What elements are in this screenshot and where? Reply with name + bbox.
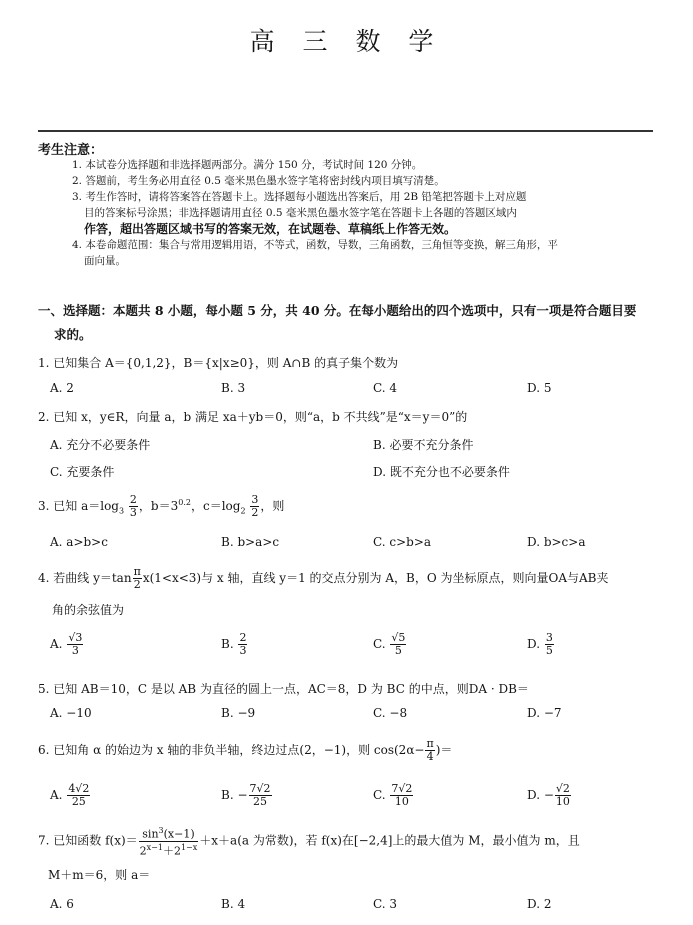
option-b: B. − $\frac{7√2}{25}$ <box>221 782 271 808</box>
notice-block <box>72 157 657 269</box>
option-c: C. −8 <box>373 706 408 720</box>
option-a: A. 充分不必要条件 <box>50 438 151 452</box>
option-b: B. −9 <box>221 706 256 720</box>
option-d: D. 既不充分也不必要条件 <box>373 465 510 479</box>
option-d: D. 5 <box>527 381 552 395</box>
option-d: D. − $\frac{√2}{10}$ <box>527 782 570 808</box>
page-title: 高 三 数 学 <box>249 27 444 56</box>
notice-item: 1. 本试卷分选择题和非选择题两部分。满分 150 分，考试时间 120 分钟。 <box>72 159 423 171</box>
question-5-stem: 5. 已知 AB＝10，C 是以 AB 为直径的圆上一点，AC＝8，D 为 BC 的中点，则DA · DB＝ <box>38 682 529 696</box>
option-a: A. −10 <box>50 706 92 720</box>
option-c: C. $\frac{√5}{5}$ <box>373 631 406 657</box>
option-c: C. 充要条件 <box>50 465 115 479</box>
notice-heading: 考生注意： <box>38 143 104 158</box>
option-b: B. 必要不充分条件 <box>373 438 474 452</box>
option-a: A. $\frac{√3}{3}$ <box>50 631 83 657</box>
fraction: $\frac{3}{2}$ <box>251 493 259 519</box>
option-a: A. 2 <box>50 381 74 395</box>
question-4-stem-line2: 角的余弦值为 <box>52 603 125 617</box>
notice-item: 作答，超出答题区域书写的答案无效，在试题卷、草稿纸上作答无效。 <box>84 222 457 236</box>
option-d: D. $\frac{3}{5}$ <box>527 631 553 657</box>
option-b: B. b>a>c <box>221 535 280 549</box>
option-b: B. 3 <box>221 381 246 395</box>
notice-item: 3. 考生作答时，请将答案答在答题卡上。选择题每小题选出答案后，用 2B 铅笔把答题卡上对应题 <box>72 191 527 203</box>
fraction: $\frac{2}{3}$ <box>129 493 137 519</box>
option-a: A. 6 <box>50 897 74 911</box>
question-4-stem: 4. 若曲线 y＝tan $\frac{\pi}{2}$ x(1<x<3)与 x 轴，直线 y＝1 的交点分别为 A，B，O 为坐标原点，则向量OA与AB夹 <box>38 565 609 591</box>
option-b: B. $\frac{2}{3}$ <box>221 631 247 657</box>
notice-item: 4. 本卷命题范围：集合与常用逻辑用语，不等式，函数，导数，三角函数，三角恒等变换，解三角形，平 <box>72 239 558 251</box>
option-c: C. 4 <box>373 381 398 395</box>
option-c: C. $\frac{7√2}{10}$ <box>373 782 413 808</box>
question-1-stem: 1. 已知集合 A＝{0,1,2}，B＝{x|x≥0}，则 A∩B 的真子集个数为 <box>38 356 399 370</box>
notice-item: 2. 答题前，考生务必用直径 0.5 毫米黑色墨水签字笔将密封线内项目填写清楚。 <box>72 175 445 187</box>
option-a: A. $\frac{4√2}{25}$ <box>50 782 90 808</box>
question-6-stem: 6. 已知角 α 的始边为 x 轴的非负半轴，终边过点(2，−1)，则 cos(2α− $\frac{\pi}{4}$ )＝ <box>38 737 453 763</box>
option-d: D. 2 <box>527 897 552 911</box>
question-3-stem: 3. 已知 $a=\log_3$ $\frac{2}{3}$ ，$b=3^{0.2}$，$c=\log_2$ $\frac{3}{2}$ ，则 <box>38 493 285 519</box>
notice-item: 面向量。 <box>84 255 126 267</box>
question-7-stem-line2: M＋m＝6，则 a＝ <box>48 868 151 882</box>
question-2-stem: 2. 已知 x，y∈R，向量 a，b 满足 xa＋yb＝0，则“a，b 不共线”是“x＝y＝0”的 <box>38 410 468 424</box>
section-line: 一、选择题：本题共 8 小题，每小题 5 分，共 40 分。在每小题给出的四个选项中，只有一项是符合题目要 <box>38 303 637 318</box>
option-a: A. a>b>c <box>50 535 108 549</box>
header-rule <box>38 130 653 132</box>
option-d: D. b>c>a <box>527 535 586 549</box>
section-line: 求的。 <box>54 327 92 342</box>
section-heading <box>38 299 658 347</box>
option-b: B. 4 <box>221 897 246 911</box>
option-c: C. c>b>a <box>373 535 432 549</box>
notice-item: 目的答案标号涂黑；非选择题请用直径 0.5 毫米黑色墨水签字笔在答题卡上各题的答题区域内 <box>84 207 517 219</box>
question-7-stem: 7. 已知函数 f(x)＝ $\frac{\sin^3(x-1)}{2^{x-1}+2^{1-x}}$ ＋x＋a(a 为常数)，若 f(x)在[−2,4]上的最大值为 M，最小值为 m，且 <box>38 826 580 858</box>
option-c: C. 3 <box>373 897 398 911</box>
option-d: D. −7 <box>527 706 562 720</box>
